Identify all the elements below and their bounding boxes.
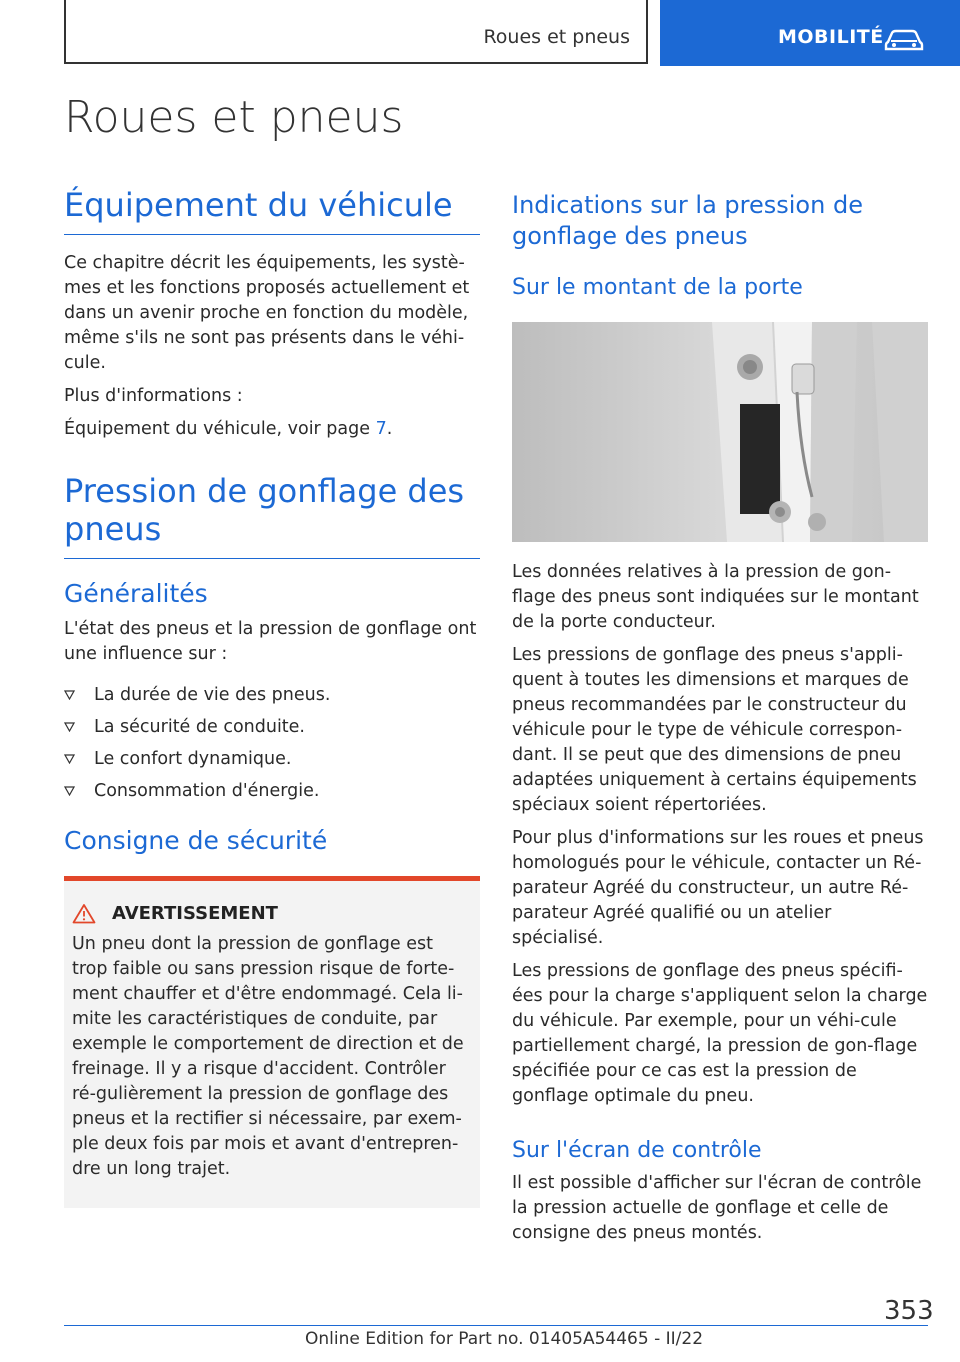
header-section-tab bbox=[64, 0, 648, 64]
control-display-text: Il est possible d'afficher sur l'écran de contrôle la pression actuelle de gonflage et celle de consigne des pneus montés. bbox=[512, 1173, 922, 1243]
page-title: Roues et pneus bbox=[64, 92, 404, 143]
tire-pressure-heading: Pression de gonflage des pneus bbox=[64, 472, 480, 559]
triangle-bullet-icon bbox=[64, 690, 75, 700]
door-paragraph-3: Pour plus d'informations sur les roues et pneus homologués pour le véhicule, contacter un Ré-parateur Agréé du constructeur, un autre Ré-parateur Agréé qualifié ou un atelier spécialisé. bbox=[512, 828, 924, 948]
reference-end: . bbox=[386, 419, 393, 439]
indications-heading: Indications sur la pression de gonflage des pneus bbox=[512, 191, 863, 250]
header-chapter-title: MOBILITÉ bbox=[778, 26, 884, 48]
page-number: 353 bbox=[884, 1296, 934, 1326]
header-section-title: Roues et pneus bbox=[483, 26, 630, 48]
triangle-bullet-icon bbox=[64, 786, 75, 796]
general-text: L'état des pneus et la pression de gonflage ont une influence sur : bbox=[64, 619, 477, 664]
safety-heading: Consigne de sécurité bbox=[64, 826, 328, 855]
left-column bbox=[64, 186, 480, 1208]
list-item: La sécurité de conduite. bbox=[64, 715, 480, 740]
footer-edition: Online Edition for Part no. 01405A54465 - II/22 bbox=[305, 1329, 704, 1349]
influence-list bbox=[64, 683, 480, 804]
list-item: Consommation d'énergie. bbox=[64, 779, 480, 804]
equipment-text: Ce chapitre décrit les équipements, les systè-mes et les fonctions proposés actuellement et dans un avenir proche en fonction du modèle, même s'ils ne sont pas présents dans le véhi-cule. bbox=[64, 253, 470, 373]
door-paragraph-4: Les pressions de gonflage des pneus spécifi-ées pour la charge s'appliquent selon la charge du véhicule. Par exemple, pour un véhi-cule partiellement chargé, la pression de gon-flage spécifiée pour ce cas est la pression de gonflage optimale du pneu. bbox=[512, 961, 928, 1106]
triangle-bullet-icon bbox=[64, 754, 75, 764]
door-pillar-heading: Sur le montant de la porte bbox=[512, 275, 803, 300]
general-heading: Généralités bbox=[64, 579, 208, 608]
warning-box bbox=[64, 876, 480, 1208]
door-paragraph-2: Les pressions de gonflage des pneus s'appli-quent à toutes les dimensions et marques de pneus recommandées par le constructeur du véhicule pour le type de véhicule correspon-dant. Il se peut que des dimensions de pneu adaptées uniquement à certains équipements spéciaux soient répertoriées. bbox=[512, 645, 917, 815]
warning-text: Un pneu dont la pression de gonflage est trop faible ou sans pression risque de forte-ment chauffer et d'être endommagé. Cela li-mite les caractéristiques de conduite, par exemple le comportement de direction et de freinage. Il y a risque d'accident. Contrôler ré-gulièrement la pression de gonflage des pneus et la rectifier si nécessaire, par exem-ple deux fois par mois et avant d'entrepren-dre un long trajet. bbox=[72, 934, 464, 1179]
list-item: Le confort dynamique. bbox=[64, 747, 480, 772]
header-chapter-tab bbox=[660, 0, 960, 66]
control-display-heading: Sur l'écran de contrôle bbox=[512, 1138, 762, 1163]
list-item: La durée de vie des pneus. bbox=[64, 683, 480, 708]
reference-text: Équipement du véhicule, voir page bbox=[64, 419, 376, 439]
right-column bbox=[512, 186, 928, 1246]
more-info-label: Plus d'informations : bbox=[64, 386, 243, 406]
triangle-bullet-icon bbox=[64, 722, 75, 732]
door-paragraph-1: Les données relatives à la pression de gon-flage des pneus sont indiquées sur le montant de la porte conducteur. bbox=[512, 562, 919, 632]
warning-title: AVERTISSEMENT bbox=[72, 903, 472, 924]
equipment-heading: Équipement du véhicule bbox=[64, 186, 480, 235]
equipment-reference bbox=[64, 417, 480, 442]
page-link[interactable]: 7 bbox=[375, 419, 387, 439]
footer-divider bbox=[64, 1325, 928, 1326]
door-pillar-photo bbox=[512, 322, 928, 542]
car-icon bbox=[884, 28, 924, 52]
warning-triangle-icon bbox=[72, 903, 96, 924]
